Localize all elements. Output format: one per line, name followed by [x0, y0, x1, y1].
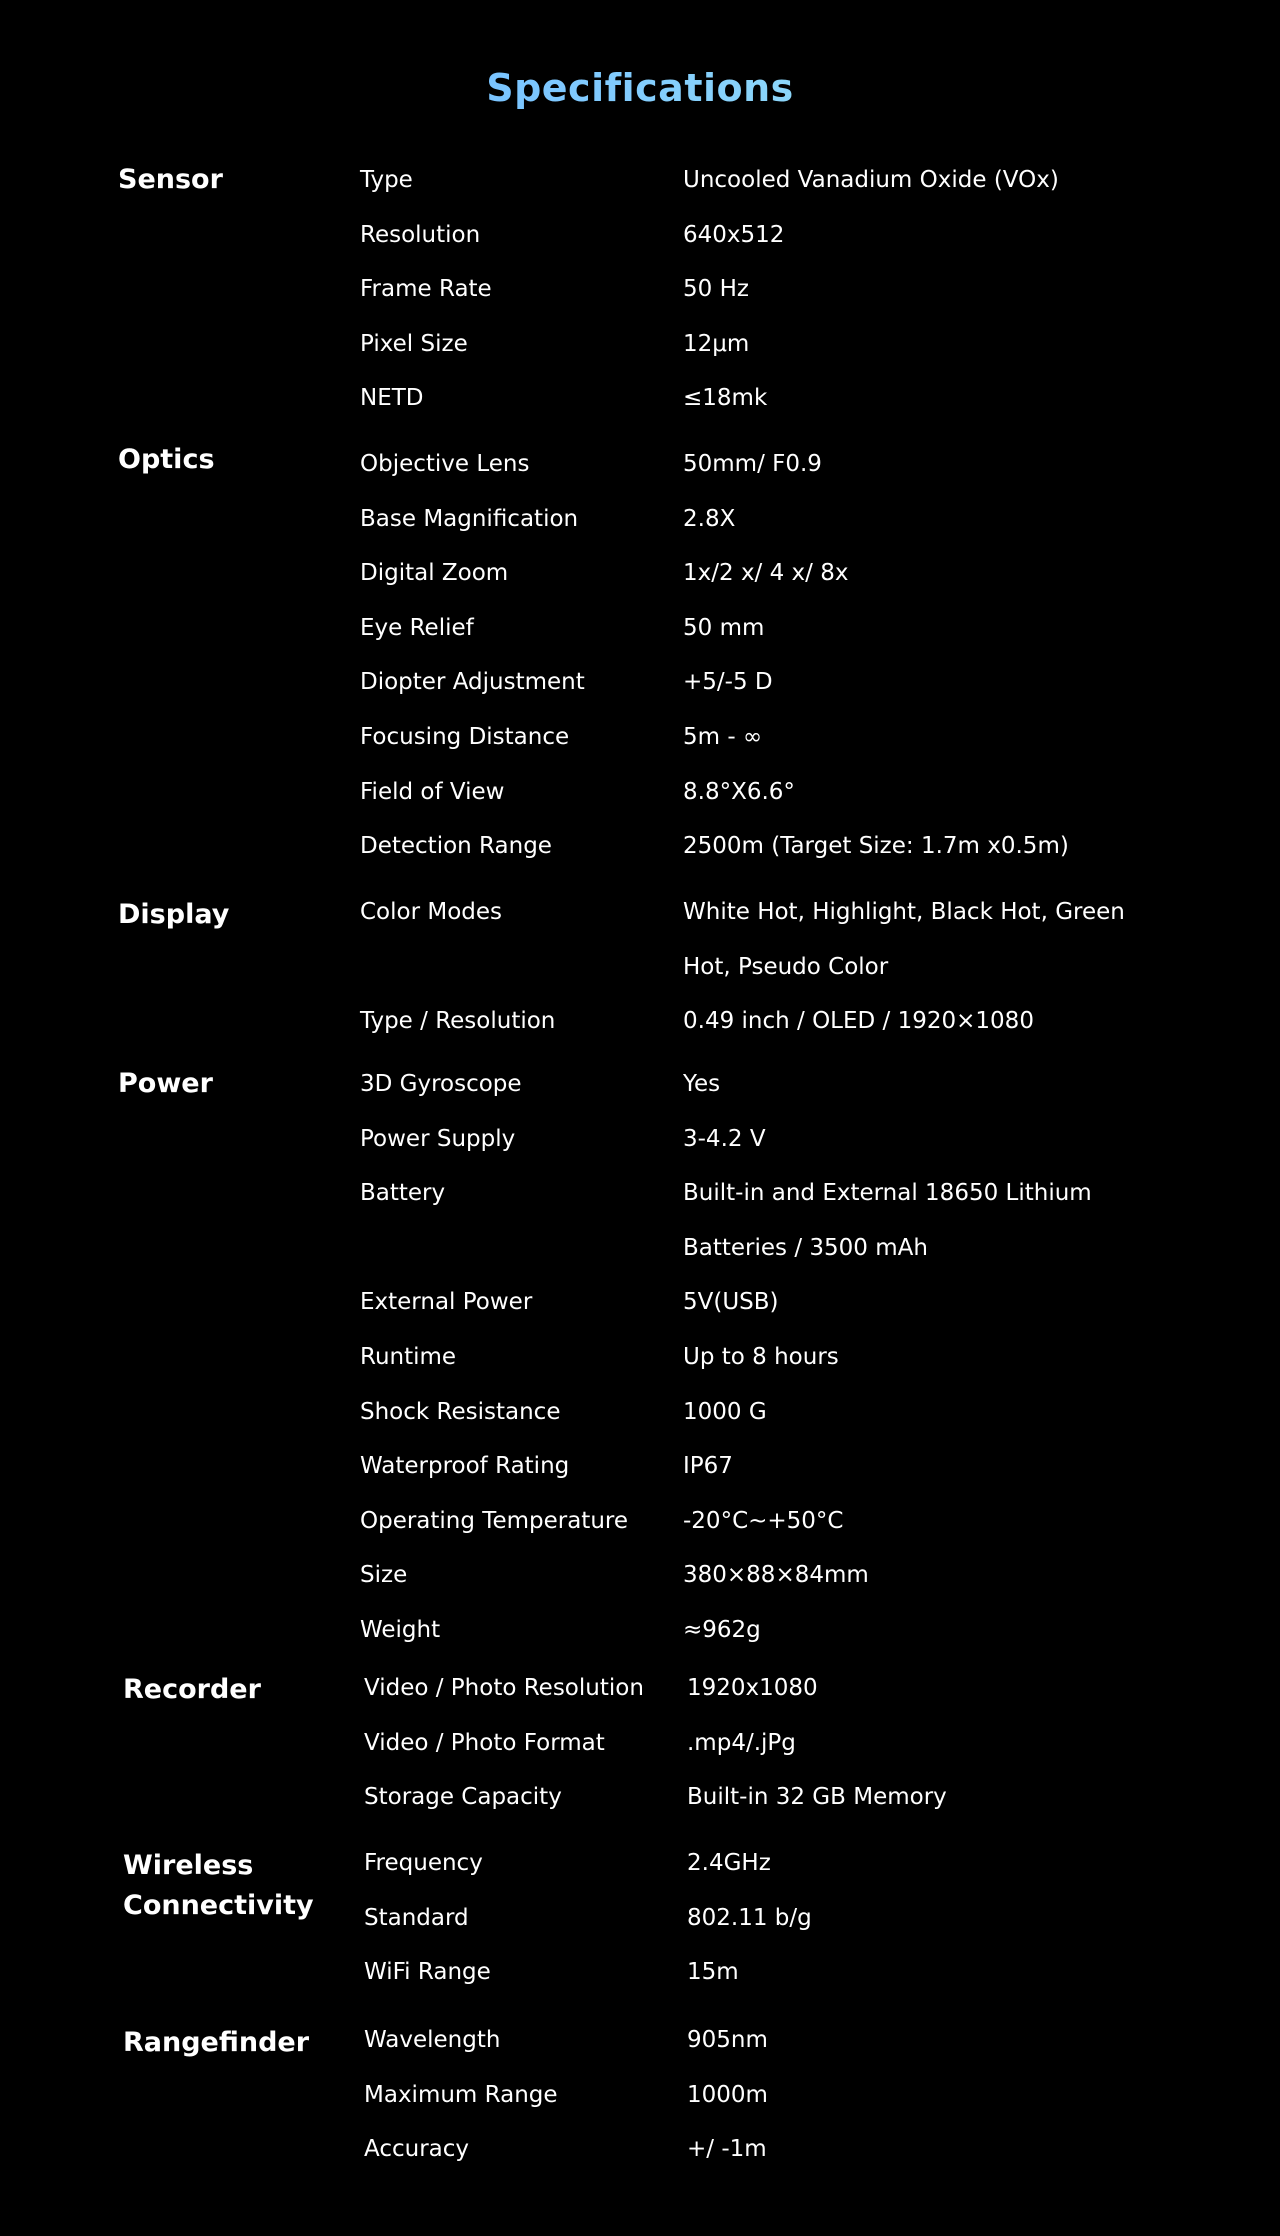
- spec-key: Wavelength: [364, 2027, 501, 2053]
- spec-row: [364, 1898, 1280, 1938]
- spec-value: Yes: [683, 1071, 721, 1097]
- section-label-recorder: Recorder: [123, 1674, 261, 1705]
- spec-value: 2.8X: [683, 505, 736, 532]
- spec-row: [360, 1282, 1280, 1322]
- spec-key: External Power: [360, 1289, 533, 1316]
- spec-value: +/ -1m: [687, 2136, 767, 2163]
- spec-value: 802.11 b/g: [687, 1904, 812, 1931]
- section-label-rangefinder: Rangefinder: [123, 2027, 310, 2058]
- spec-key: Storage Capacity: [364, 1784, 562, 1811]
- spec-row: [364, 2020, 1280, 2060]
- spec-row: [360, 1228, 1280, 1268]
- spec-row: [360, 1064, 1280, 1104]
- spec-key: Base Magnification: [360, 505, 579, 532]
- spec-row: [360, 324, 1280, 364]
- spec-row: [360, 1610, 1280, 1650]
- spec-row: [364, 1777, 1280, 1817]
- spec-row: [360, 1501, 1280, 1541]
- spec-key: NETD: [360, 385, 424, 412]
- spec-key: Field of View: [360, 778, 505, 805]
- spec-row: [360, 378, 1280, 418]
- spec-row: [360, 662, 1280, 702]
- spec-value: 8.8°X6.6°: [683, 778, 795, 805]
- spec-key: WiFi Range: [364, 1959, 491, 1986]
- section-label-display: Display: [118, 899, 230, 930]
- spec-row: [360, 1555, 1280, 1595]
- spec-value: ≈962g: [683, 1617, 761, 1643]
- spec-key: Eye Relief: [360, 614, 474, 641]
- spec-row: [360, 826, 1280, 866]
- spec-value: Built-in 32 GB Memory: [687, 1784, 947, 1811]
- section-label-wireless-connectivity-line-2: Connectivity: [123, 1890, 314, 1921]
- spec-value: 905nm: [687, 2027, 768, 2053]
- spec-value: 50 mm: [683, 614, 765, 641]
- spec-value: Up to 8 hours: [683, 1344, 839, 1370]
- spec-row: [364, 2129, 1280, 2169]
- spec-key: Objective Lens: [360, 451, 530, 477]
- spec-row: [360, 269, 1280, 309]
- spec-value: 1000m: [687, 2081, 768, 2108]
- spec-row: [364, 1723, 1280, 1763]
- spec-row: [360, 1337, 1280, 1377]
- spec-key: Color Modes: [360, 899, 503, 925]
- spec-key: Pixel Size: [360, 330, 468, 357]
- spec-key: Runtime: [360, 1344, 457, 1370]
- spec-key: Type: [360, 167, 413, 193]
- spec-row: [360, 444, 1280, 484]
- spec-value: .mp4/.jPg: [687, 1729, 796, 1756]
- spec-row: [360, 1392, 1280, 1432]
- spec-key: Frame Rate: [360, 276, 492, 303]
- spec-row: [360, 553, 1280, 593]
- spec-value: ≤18mk: [683, 385, 768, 412]
- section-label-optics: Optics: [118, 444, 215, 475]
- spec-row: [360, 1173, 1280, 1213]
- spec-value: 640x512: [683, 221, 785, 248]
- spec-row: [364, 1843, 1280, 1883]
- spec-row: [364, 1668, 1280, 1708]
- spec-value: 1000 G: [683, 1398, 767, 1425]
- spec-value: 3-4.2 V: [683, 1125, 766, 1152]
- spec-key: Type / Resolution: [360, 1008, 556, 1035]
- spec-row: [360, 1446, 1280, 1486]
- spec-row: [360, 160, 1280, 200]
- section-label-wireless-connectivity-line-1: Wireless: [123, 1850, 254, 1881]
- spec-key: Detection Range: [360, 833, 552, 860]
- spec-value: 50 Hz: [683, 276, 749, 303]
- spec-key: Video / Photo Format: [364, 1729, 605, 1756]
- page-title: Specifications: [0, 62, 1280, 114]
- spec-value: 2500m (Target Size: 1.7m x0.5m): [683, 833, 1069, 860]
- spec-key: Operating Temperature: [360, 1507, 628, 1534]
- spec-value: Batteries / 3500 mAh: [683, 1234, 928, 1261]
- spec-value: White Hot, Highlight, Black Hot, Green: [683, 899, 1125, 925]
- spec-value: 380×88×84mm: [683, 1562, 869, 1589]
- spec-value: 5V(USB): [683, 1289, 779, 1316]
- spec-value: 15m: [687, 1959, 739, 1986]
- spec-row: [360, 1001, 1280, 1041]
- spec-value: 0.49 inch / OLED / 1920×1080: [683, 1008, 1034, 1035]
- spec-key: Accuracy: [364, 2136, 470, 2163]
- spec-value: +5/-5 D: [683, 669, 773, 696]
- section-label-power: Power: [118, 1068, 213, 1099]
- spec-key: Focusing Distance: [360, 724, 570, 750]
- spec-value: 50mm/ F0.9: [683, 451, 822, 477]
- spec-row: [360, 499, 1280, 539]
- spec-row: [360, 608, 1280, 648]
- spec-row: [364, 2075, 1280, 2115]
- spec-key: Resolution: [360, 221, 481, 248]
- spec-key: Frequency: [364, 1850, 483, 1876]
- spec-value: 1920x1080: [687, 1675, 818, 1701]
- spec-key: Weight: [360, 1617, 441, 1643]
- spec-key: Size: [360, 1562, 408, 1589]
- spec-value: Hot, Pseudo Color: [683, 953, 889, 980]
- spec-value: 1x/2 x/ 4 x/ 8x: [683, 560, 849, 587]
- spec-value: IP67: [683, 1453, 733, 1480]
- spec-row: [364, 1952, 1280, 1992]
- spec-value: 2.4GHz: [687, 1850, 771, 1876]
- spec-row: [360, 215, 1280, 255]
- spec-key: Digital Zoom: [360, 560, 509, 587]
- section-label-sensor: Sensor: [118, 164, 223, 195]
- spec-key: Video / Photo Resolution: [364, 1675, 644, 1701]
- spec-key: 3D Gyroscope: [360, 1071, 522, 1097]
- spec-row: [360, 772, 1280, 812]
- spec-row: [360, 1119, 1280, 1159]
- spec-key: Standard: [364, 1904, 469, 1931]
- spec-key: Maximum Range: [364, 2081, 558, 2108]
- spec-value: 5m - ∞: [683, 724, 763, 750]
- spec-row: [360, 717, 1280, 757]
- spec-key: Power Supply: [360, 1125, 516, 1152]
- spec-key: Waterproof Rating: [360, 1453, 570, 1480]
- spec-value: Built-in and External 18650 Lithium: [683, 1180, 1092, 1207]
- spec-key: Battery: [360, 1180, 446, 1207]
- spec-value: -20°C~+50°C: [683, 1507, 844, 1534]
- spec-value: 12μm: [683, 330, 750, 357]
- spec-row: [360, 947, 1280, 987]
- spec-row: [360, 892, 1280, 932]
- spec-key: Shock Resistance: [360, 1398, 561, 1425]
- spec-key: Diopter Adjustment: [360, 669, 585, 696]
- spec-value: Uncooled Vanadium Oxide (VOx): [683, 167, 1059, 193]
